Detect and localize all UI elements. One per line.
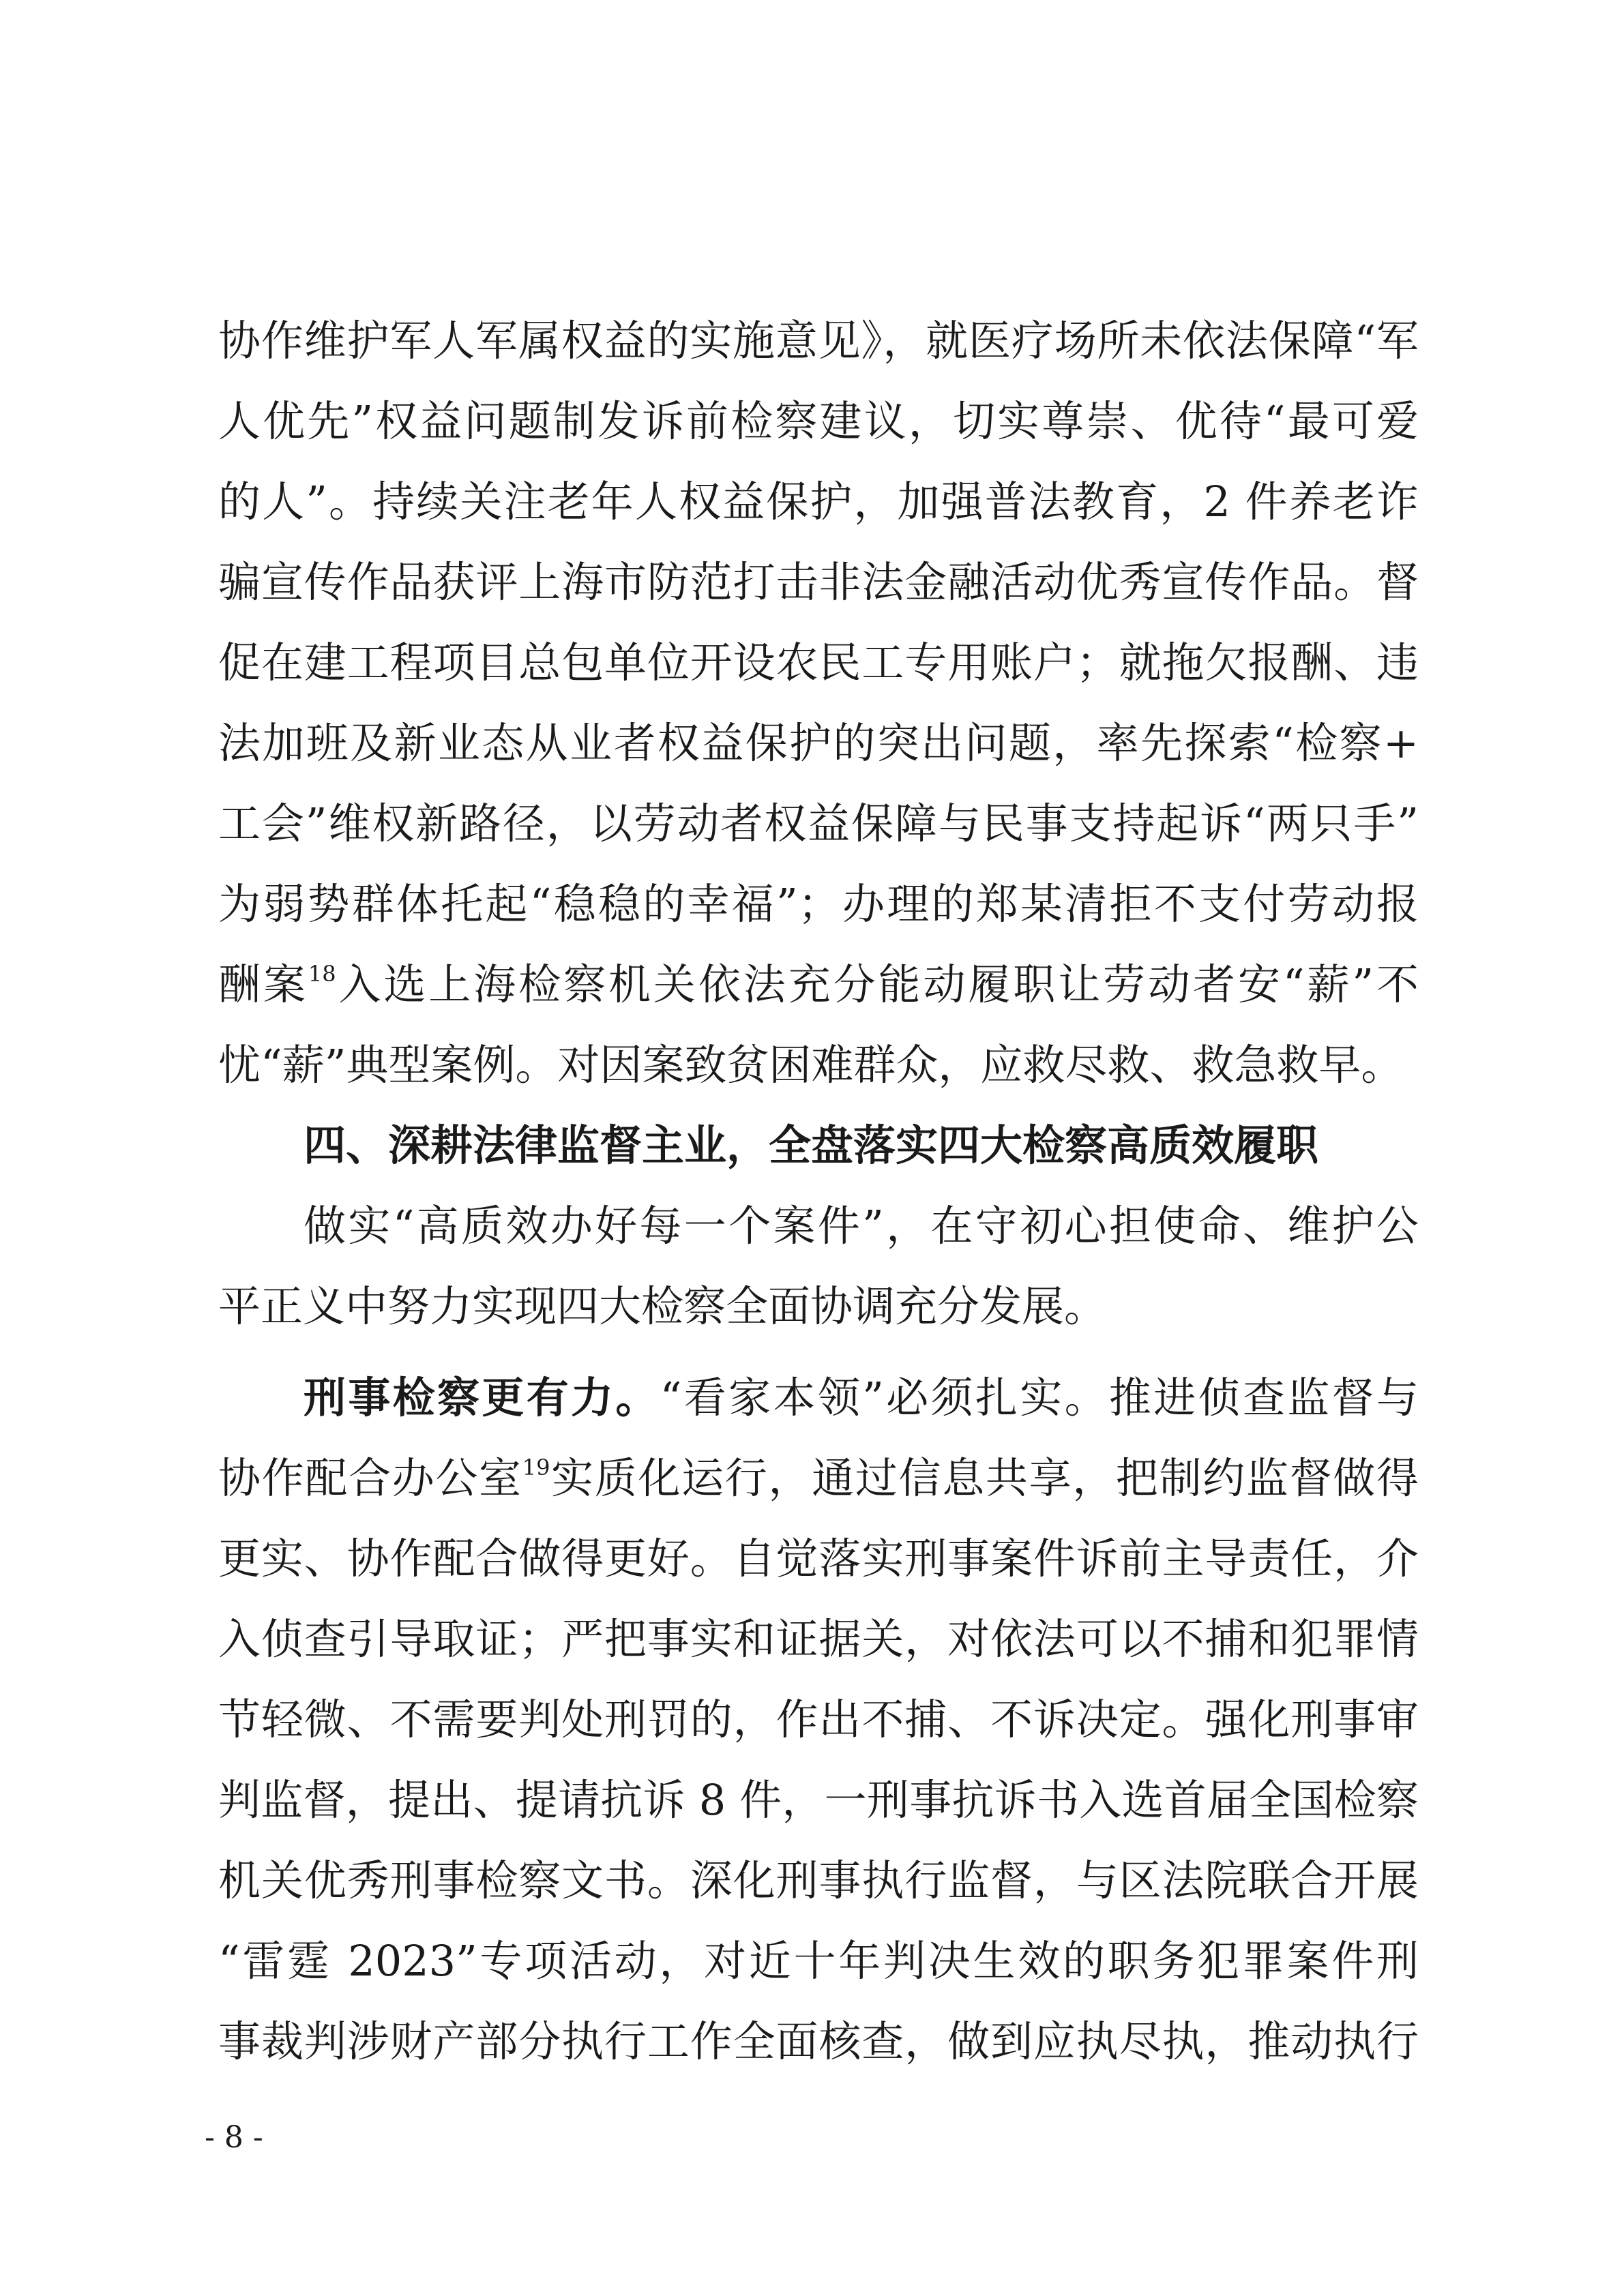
text-segment: 协作配合办公室 [218,1453,522,1503]
body-line: 为弱势群体托起“稳稳的幸福”；办理的郑某清拒不支付劳动报 [218,879,1419,929]
body-line-with-footnote [218,951,1419,1019]
body-line: 事裁判涉财产部分执行工作全面核查，做到应执尽执，推动执行 [218,2016,1419,2066]
body-line: 工会”维权新路径，以劳动者权益保障与民事支持起诉“两只手” [218,799,1419,848]
body-line: 协作维护军人军属权益的实施意见》，就医疗场所未依法保障“军 [218,316,1419,366]
page-number: - 8 - [205,2120,263,2155]
footnote-marker: 18 [308,961,336,987]
section-heading: 四、深耕法律监督主业，全盘落实四大检察高质效履职 [304,1120,1319,1170]
body-line: 促在建工程项目总包单位开设农民工专用账户；就拖欠报酬、违 [218,638,1419,687]
body-line: 节轻微、不需要判处刑罚的，作出不捕、不诉决定。强化刑事审 [218,1695,1419,1744]
text-segment: 酬案 [218,959,308,1009]
body-line: 机关优秀刑事检察文书。深化刑事执行监督，与区法院联合开展 [218,1855,1419,1905]
body-line: 骗宣传作品获评上海市防范打击非法金融活动优秀宣传作品。督 [218,557,1419,607]
body-line: 入侦查引导取证；严把事实和证据关，对依法可以不捕和犯罪情 [218,1614,1419,1664]
body-line: 更实、协作配合做得更好。自觉落实刑事案件诉前主导责任，介 [218,1534,1419,1583]
text-segment: 入选上海检察机关依法充分能动履职让劳动者安“薪”不 [336,959,1419,1009]
body-line-with-footnote [218,1444,1419,1512]
body-line: “雷霆 2023”专项活动，对近十年判决生效的职务犯罪案件刑 [218,1936,1419,1986]
body-line: 忧“薪”典型案例。对因案致贫困难群众，应救尽救、救急救早。 [218,1040,1404,1090]
paragraph-first-line [304,1364,1419,1432]
text-segment: 实质化运行，通过信息共享，把制约监督做得 [550,1453,1419,1503]
footnote-marker: 19 [522,1455,550,1480]
body-line: 的人”。持续关注老年人权益保护，加强普法教育，2 件养老诈 [218,477,1419,526]
paragraph-first-line: 做实“高质效办好每一个案件”，在守初心担使命、维护公 [304,1201,1419,1251]
body-line: 判监督，提出、提请抗诉 8 件，一刑事抗诉书入选首届全国检察 [218,1775,1419,1825]
body-line: 法加班及新业态从业者权益保护的突出问题，率先探索“检察+ [218,718,1419,768]
bold-lead-phrase: 刑事检察更有力。 [304,1373,660,1422]
body-line: 平正义中努力实现四大检察全面协调充分发展。 [218,1281,1107,1331]
body-line: 人优先”权益问题制发诉前检察建议，切实尊崇、优待“最可爱 [218,396,1419,446]
text-segment: “看家本领”必须扎实。推进侦查监督与 [660,1373,1419,1422]
